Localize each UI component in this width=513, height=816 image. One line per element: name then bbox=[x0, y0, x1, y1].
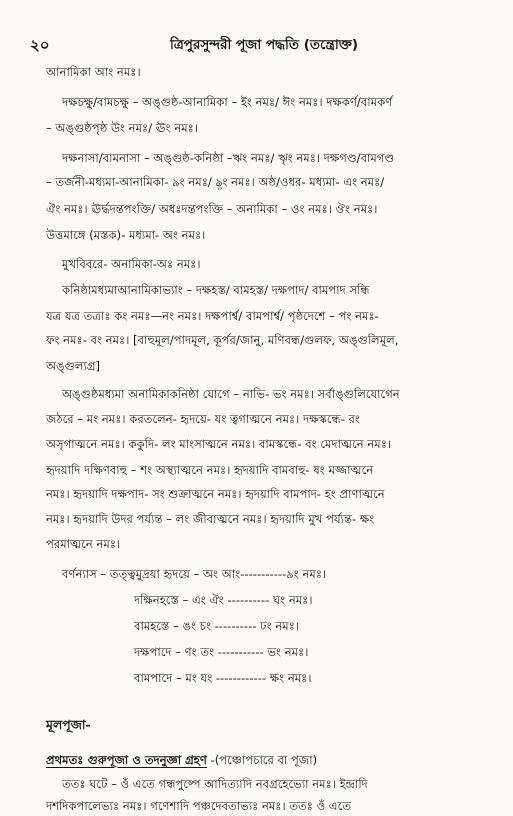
varna-row: দক্ষপাদে – ণং তং ----------- ভং নমঃ। bbox=[134, 645, 309, 659]
text-line: – তর্জনী-মধ্যমা-আনামিকা- ৯ং নমঃ/ ৡং নমঃ। অষ্ঠ/ওধর- মধ্যমা- এং নমঃ/ bbox=[46, 175, 385, 189]
subheading bbox=[46, 750, 317, 770]
text-line: দক্ষনাসা/বামনাসা – অঙ্গুষ্ঠ-কনিষ্ঠা –ঋং নমঃ/ ৠং নমঃ। দক্ষগণ্ড/বামগণ্ড bbox=[62, 151, 395, 165]
page-header bbox=[30, 34, 490, 58]
text-line: উত্তমাঙ্গে (মস্তক)- মধ্যমা- অং নমঃ। bbox=[46, 228, 206, 242]
text-line: দক্ষচক্ষু/বামচক্ষু – অঙ্গুষ্ঠ-আনামিকা – ইং নমঃ/ ঈং নমঃ। দক্ষকর্ণ/বামকর্ণ bbox=[62, 95, 393, 109]
page-number: ২০ bbox=[30, 36, 50, 54]
text-line: ঐং নমঃ। ঊর্দ্ধদন্তপংক্তি/ অধঃদন্তপংক্তি – অনামিকা – ওং নমঃ। ঔং নমঃ। bbox=[46, 202, 378, 216]
text-line: নমঃ। হৃদয়াদি উদর পর্য্যন্ত – লং জীবাত্মনে নমঃ। হৃদয়াদি মুখ পর্য্যন্ত- ক্ষং bbox=[46, 512, 375, 526]
text-line: জঠরে – মং নমঃ। করতলেন- হৃদয়ে- যং ত্বগাত্মনে নমঃ। দক্ষস্কন্ধে- রং bbox=[46, 412, 360, 426]
section-heading: মূলপূজা- bbox=[46, 717, 91, 732]
varna-row: দক্ষিনহস্তে – এং ঐং ---------- ঘং নমঃ। bbox=[134, 593, 313, 607]
text-line: দশদিকপালেভ্যঃ নমঃ। গণেশাদি পঞ্চদেবতাভ্যঃ নমঃ। ততঃ ওঁ এতে bbox=[46, 799, 351, 813]
text-line: পরমাত্মনে নমঃ। bbox=[46, 537, 121, 551]
text-line: আনামিকা আং নমঃ। bbox=[46, 65, 141, 79]
varna-row: বামপাদে – মং যং ------------ ক্ষং নমঃ। bbox=[134, 671, 312, 685]
subheading-bold: প্রথমতঃ গুরুপূজা ও তদনুজ্ঞা গ্রহণ bbox=[46, 753, 207, 767]
page-title: ত্রিপুরসুন্দরী পূজা পদ্ধতি (তন্ত্রোক্ত) bbox=[170, 37, 359, 53]
text-line: কনিষ্ঠামধ্যমাআনামিকাভ্যাং – দক্ষহস্ত/ বামহস্ত/ দক্ষপাদ/ বামপাদ সন্ধি bbox=[62, 283, 370, 297]
subheading-note: -(পঞ্চোপচারে বা পূজা) bbox=[206, 753, 318, 767]
text-line: অঙ্গুষ্ঠমধ্যমা অনামিকাকনিষ্ঠা যোগে – নাভি- ভং নমঃ। সর্বাঙ্গুলিযোগেন bbox=[62, 387, 400, 401]
text-line: ততঃ ঘটে – ওঁ এতে গন্ধপুষ্পে আদিত্যাদি নবগ্রহেভ্যো নমঃ। ইন্দ্রাদি bbox=[62, 777, 368, 791]
text-line: যত্র যত্র তত্রাঃ কং নমঃ—নং নমঃ। দক্ষপার্শ্ব/ বামপার্শ্ব/ পৃষ্ঠদেশে – পং নমঃ- bbox=[46, 309, 379, 323]
text-line: অসৃগাত্মনে নমঃ। ককুদি- লং মাংসাত্মনে নমঃ। বামস্কন্ধে- বং মেদাত্মনে নমঃ। bbox=[46, 437, 392, 451]
text-line: নমঃ। হৃদয়াদি দক্ষপাদ- সং শুক্রাত্মনে নমঃ। হৃদয়াদি বামপাদ- হং প্রাণাত্মনে bbox=[46, 487, 385, 501]
text-line: মুখবিবরে- অনামিকা-অঃ নমঃ। bbox=[62, 257, 201, 271]
text-line: ফং নমঃ- বং নমঃ। [বাহুমূল/পাদমূল, কূর্পর/জানু, মণিবন্ধ/গুলফ, অঙ্গুলিমূল, bbox=[46, 333, 399, 347]
varna-row: বামহস্তে – ঙং চং ---------- ঢং নমঃ। bbox=[134, 619, 300, 633]
varna-row: বর্ণন্যাস – তত্ত্বমুদ্রয়া হৃদয়ে – অং আং-----------৯ং নমঃ। bbox=[62, 567, 327, 581]
text-line: – অঙ্গুষ্ঠপৃষ্ঠ উং নমঃ/ ঊং নমঃ। bbox=[46, 121, 199, 135]
text-line: অঙ্গুল্যগ্র] bbox=[46, 359, 101, 373]
text-line: হৃদয়াদি দক্ষিণবাহু – শং অস্থ্যাত্মনে নমঃ। হৃদয়াদি বামবাহু- ষং মজ্জাত্মনে bbox=[46, 463, 374, 477]
